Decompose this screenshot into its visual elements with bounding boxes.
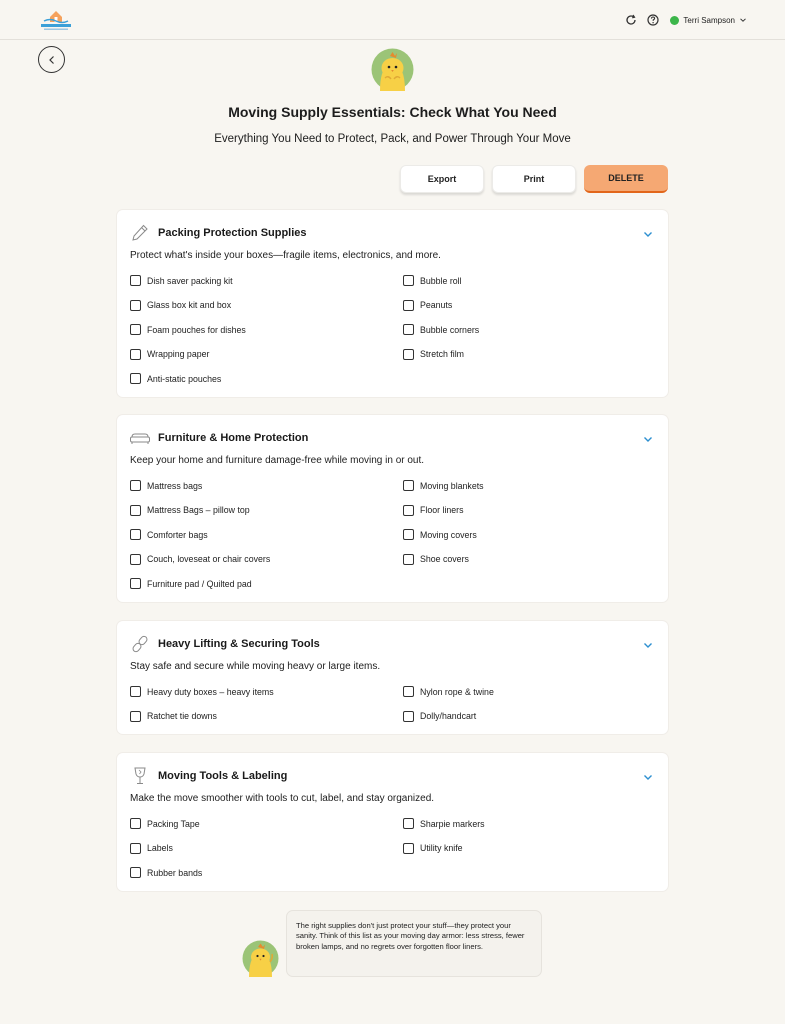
checklist-item[interactable]: Floor liners [403,504,660,518]
section-moving-tools [117,753,668,891]
checklist-item[interactable]: Packing Tape [130,817,403,831]
checkbox[interactable] [130,373,141,384]
checklist-item[interactable]: Couch, loveseat or chair covers [130,553,403,567]
checklist-item[interactable]: Anti-static pouches [130,372,403,386]
page-subtitle: Everything You Need to Protect, Pack, and Power Through Your Move [214,133,571,145]
checklist-item[interactable]: Mattress Bags – pillow top [130,504,403,518]
checklist-item[interactable]: Moving covers [403,528,660,542]
checklist-item[interactable]: Glass box kit and box [130,299,403,313]
section-title: Heavy Lifting & Securing Tools [158,638,320,650]
checklist-item[interactable]: Peanuts [403,299,660,313]
tip-bubble: The right supplies don't just protect your stuff—they protect your sanity. Think of this list as your moving day armor: less stress, fewer broken lamps, and no regrets over forgotten floor liners. [286,910,542,977]
checklist-item[interactable]: Utility knife [403,842,660,856]
checkbox[interactable] [130,843,141,854]
checkbox[interactable] [403,711,414,722]
pencil-icon [129,222,151,244]
checkbox[interactable] [130,349,141,360]
chevron-down-icon[interactable] [642,432,654,444]
checkbox[interactable] [403,275,414,286]
checkbox[interactable] [130,529,141,540]
checklist-item[interactable]: Moving blankets [403,479,660,493]
checkbox[interactable] [403,505,414,516]
section-heavy-lifting [117,621,668,734]
chevron-down-icon[interactable] [642,770,654,782]
checklist-item[interactable]: Shoe covers [403,553,660,567]
checkbox[interactable] [403,686,414,697]
section-description: Keep your home and furniture damage-free while moving in or out. [130,455,425,466]
chevron-down-icon[interactable] [642,638,654,650]
checklist-item[interactable]: Wrapping paper [130,348,403,362]
section-title: Furniture & Home Protection [158,432,309,444]
chevron-left-icon [47,55,57,65]
checkbox[interactable] [130,480,141,491]
chevron-down-icon[interactable] [642,227,654,239]
online-status-dot [670,16,679,25]
chick-mascot-icon [242,940,279,977]
checkbox[interactable] [403,843,414,854]
help-icon[interactable] [646,13,660,27]
checklist [130,274,660,386]
checkbox[interactable] [403,554,414,565]
print-button[interactable]: Print [492,165,576,193]
checklist-item[interactable]: Comforter bags [130,528,403,542]
chick-mascot-icon [371,48,414,91]
export-button[interactable]: Export [400,165,484,193]
checklist [130,479,660,591]
checkbox[interactable] [403,349,414,360]
checkbox[interactable] [403,529,414,540]
checklist-item[interactable]: Labels [130,842,403,856]
checkbox[interactable] [130,505,141,516]
user-menu[interactable] [670,16,747,25]
page-title: Moving Supply Essentials: Check What You Need [228,104,557,120]
section-description: Protect what's inside your boxes—fragile items, electronics, and more. [130,250,441,261]
checkbox[interactable] [130,818,141,829]
checklist-item[interactable]: Furniture pad / Quilted pad [130,577,403,591]
chain-icon [129,633,151,655]
checkbox[interactable] [130,686,141,697]
sofa-icon [129,427,151,449]
checklist-item[interactable]: Dish saver packing kit [130,274,403,288]
checkbox[interactable] [130,711,141,722]
checklist-item[interactable]: Foam pouches for dishes [130,323,403,337]
action-bar [400,165,668,193]
fragile-glass-icon [129,765,151,787]
back-button[interactable] [38,46,65,73]
section-description: Stay safe and secure while moving heavy or large items. [130,661,381,672]
section-description: Make the move smoother with tools to cut, label, and stay organized. [130,793,435,804]
checklist-item[interactable]: Stretch film [403,348,660,362]
checkbox[interactable] [403,818,414,829]
section-title: Packing Protection Supplies [158,227,307,239]
checklist [130,685,660,723]
checklist-item[interactable]: Rubber bands [130,866,403,880]
top-bar [0,0,785,40]
checklist-item[interactable]: Dolly/handcart [403,710,660,724]
checkbox[interactable] [130,324,141,335]
section-title: Moving Tools & Labeling [158,770,288,782]
checklist-item[interactable]: Heavy duty boxes – heavy items [130,685,403,699]
checklist-item[interactable]: Bubble corners [403,323,660,337]
chevron-down-icon [739,16,747,24]
checkbox[interactable] [403,324,414,335]
domisource-logo-icon[interactable] [38,7,74,33]
checklist-item[interactable]: Sharpie markers [403,817,660,831]
user-name: Terri Sampson [683,15,735,25]
delete-button[interactable]: DELETE [584,165,668,193]
section-furniture-protection [117,415,668,602]
checkbox[interactable] [130,300,141,311]
checkbox[interactable] [403,480,414,491]
checklist [130,817,660,880]
checklist-item[interactable]: Mattress bags [130,479,403,493]
section-packing-protection [117,210,668,397]
checkbox[interactable] [130,554,141,565]
checkbox[interactable] [130,867,141,878]
checklist-item[interactable]: Bubble roll [403,274,660,288]
refresh-icon[interactable] [624,13,638,27]
checklist-item[interactable]: Ratchet tie downs [130,710,403,724]
checklist-item[interactable]: Nylon rope & twine [403,685,660,699]
checkbox[interactable] [130,578,141,589]
checkbox[interactable] [130,275,141,286]
checkbox[interactable] [403,300,414,311]
